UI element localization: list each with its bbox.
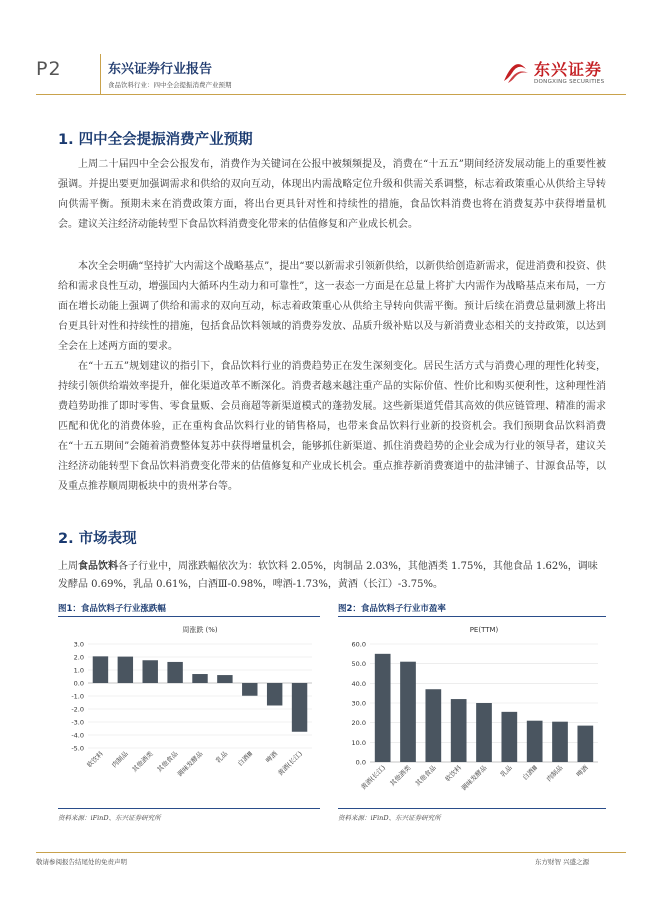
bar-2 — [400, 662, 416, 762]
bar-8 — [552, 722, 568, 762]
y-tick-label: -4.0 — [71, 731, 84, 740]
y-tick-label: 40.0 — [351, 679, 366, 688]
bar-7 — [242, 683, 257, 696]
bar-4 — [451, 699, 467, 762]
bar-9 — [577, 726, 593, 762]
x-category-label: 黄酒(长江) — [359, 763, 388, 792]
header-divider — [100, 54, 101, 94]
bar-6 — [501, 712, 517, 762]
bar-3 — [143, 660, 158, 683]
bar-2 — [118, 657, 133, 683]
figure2-chart — [338, 620, 606, 806]
company-logo — [500, 57, 626, 91]
summary-prefix: 上周 — [58, 561, 78, 572]
chart-title: PE(TTM) — [469, 626, 499, 634]
x-category-label: 调味发酵品 — [175, 749, 205, 779]
figure2-top-rule — [338, 616, 606, 617]
footer-disclaimer: 敬请参阅报告结尾处的免责声明 — [36, 858, 127, 866]
summary-bold: 食品饮料 — [78, 561, 118, 572]
footer-rule — [36, 852, 626, 853]
bar-7 — [527, 721, 543, 762]
figure2-bottom-rule — [338, 808, 606, 809]
summary-rest: 各子行业中，周涨跌幅依次为：软饮料 2.05%，肉制品 2.03%，其他酒类 1.75%，其他食品 1.62%，调味发酵品 0.69%，乳品 0.61%，白酒Ⅲ-0.98%，啤酒-1.73%，黄酒（长江）-3.75%。 — [58, 561, 598, 590]
y-tick-label: 10.0 — [351, 738, 366, 747]
figure2-title: 图2：食品饮料子行业市盈率 — [338, 604, 446, 614]
y-tick-label: 2.0 — [73, 653, 84, 662]
bar-6 — [217, 675, 232, 683]
market-summary — [58, 558, 606, 594]
x-category-label: 白酒Ⅲ — [236, 749, 255, 768]
logo-text-en: DONGXING SECURITIES — [534, 79, 605, 85]
bar-9 — [292, 683, 307, 732]
y-tick-label: 30.0 — [351, 699, 366, 708]
page-number: P2 — [36, 58, 62, 80]
logo-text-cn: 东兴证券 — [534, 60, 603, 79]
figure1-bottom-rule — [58, 808, 320, 809]
y-tick-label: 0.0 — [73, 679, 84, 688]
bar-8 — [267, 683, 282, 705]
x-category-label: 其他酒类 — [130, 749, 155, 774]
figure1-top-rule — [58, 616, 320, 617]
y-tick-label: -2.0 — [71, 705, 84, 714]
chart-title: 周涨跌 (%) — [182, 626, 218, 634]
x-category-label: 其他食品 — [155, 749, 180, 774]
section2-heading: 2. 市场表现 — [58, 531, 137, 547]
footer-slogan: 东方财智 兴盛之源 — [535, 858, 590, 866]
figure2-source: 资料来源：iFinD、东兴证券研究所 — [338, 814, 441, 822]
report-subtitle: 食品饮料行业：四中全会提振消费产业预期 — [108, 81, 232, 89]
bar-1 — [93, 656, 108, 683]
section1-paragraph-1: 上周二十届四中全会公报发布，消费作为关键词在公报中被频频提及，消费在“十五五”期间经济发展动能上的重要性被强调。并提出要更加强调需求和供给的双向互动，体现出内需战略定位升级和供需关系调整，标志着政策重心从供给主导转向供需平衡。预期未来在消费政策方面，将出台更具针对性和持续性的措施，食品饮料消费也将在消费复苏中获得增量机会。建议关注经济动能转型下食品饮料消费变化带来的估值修复和产业成长机会。 — [58, 159, 606, 230]
x-category-label: 乳品 — [214, 749, 230, 765]
x-category-label: 其他酒类 — [388, 763, 413, 788]
x-category-label: 肉制品 — [110, 749, 130, 770]
y-tick-label: 60.0 — [351, 640, 366, 649]
section1-paragraph-3: 在“十五五”规划建议的指引下，食品饮料行业的消费趋势正在发生深刻变化。居民生活方式与消费心理的理性化转变，持续引领供给端效率提升，催化渠道改革不断深化。消费者越来越注重产品的实际价值、性价比和购买便利性，这种理性消费趋势助推了即时零售、零食量贩、会员商超等新渠道模式的蓬勃发展。这些新渠道凭借其高效的供应链管理、精准的需求匹配和优化的消费体验，正在重构食品饮料行业的销售格局，也带来食品饮料行业新的投资机会。我们预期食品饮料消费在“十五五期间”会随着消费整体复苏中获得增量机会，能够抓住新渠道、抓住消费趋势的企业会成为行业的领导者，建议关注经济动能转型下食品饮料消费变化带来的估值修复和产业成长机会。重点推荐新消费赛道中的盐津铺子、甘源食品等，以及重点推荐顺周期板块中的贵州茅台等。 — [58, 361, 606, 492]
x-category-label: 其他食品 — [413, 763, 438, 788]
y-tick-label: 20.0 — [351, 719, 366, 728]
report-title: 东兴证券行业报告 — [108, 62, 213, 77]
bar-5 — [192, 674, 207, 683]
logo-emblem-icon — [500, 59, 530, 87]
bar-3 — [425, 689, 441, 762]
y-tick-label: -1.0 — [71, 692, 84, 701]
x-category-label: 肉制品 — [544, 763, 565, 784]
figure1-title: 图1：食品饮料子行业涨跌幅 — [58, 604, 166, 614]
y-tick-label: 0.0 — [355, 758, 366, 767]
section1-paragraph-2: 本次全会明确“坚持扩大内需这个战略基点”，提出“要以新需求引领新供给，以新供给创造新需求，促进消费和投资、供给和需求良性互动，增强国内大循环内生动力和可靠性”，这一表态一方面是在总量上将扩大内需作为战略基点来布局，一方面在增长动能上强调了供给和需求的双向互动，标志着政策重心从供给主导转向供需平衡。预计后续在消费总量刺激上将出台更具针对性和持续性的措施，包括食品饮料领域的消费券发放、品质升级补贴以及与新消费业态相关的支持政策，以达到全会在上述两方面的要求。 — [58, 261, 606, 352]
section1-heading: 1. 四中全会提振消费产业预期 — [58, 132, 253, 148]
figure1-source: 资料来源：iFinD、东兴证券研究所 — [58, 814, 161, 822]
y-tick-label: 1.0 — [73, 666, 84, 675]
bar-4 — [167, 662, 182, 683]
x-category-label: 软饮料 — [443, 763, 464, 784]
y-tick-label: -5.0 — [71, 744, 84, 753]
y-tick-label: -3.0 — [71, 718, 84, 727]
bar-5 — [476, 703, 492, 762]
bar-1 — [375, 654, 391, 762]
y-tick-label: 50.0 — [351, 660, 366, 669]
x-category-label: 白酒Ⅲ — [521, 763, 540, 782]
x-category-label: 黄酒(长江) — [276, 749, 304, 778]
x-category-label: 啤酒 — [574, 763, 590, 779]
header-rule — [36, 94, 626, 95]
figure1-chart — [58, 620, 320, 806]
y-tick-label: 3.0 — [73, 640, 84, 649]
x-category-label: 调味发酵品 — [459, 763, 489, 793]
x-category-label: 软饮料 — [85, 749, 105, 770]
x-category-label: 啤酒 — [264, 749, 280, 765]
x-category-label: 乳品 — [498, 763, 514, 779]
